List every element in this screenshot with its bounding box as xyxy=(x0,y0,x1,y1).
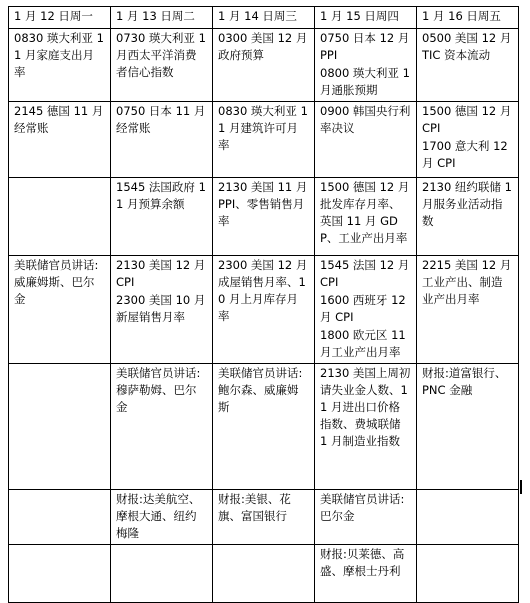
table-cell xyxy=(315,29,417,102)
table-row xyxy=(9,178,519,256)
text-cursor xyxy=(520,480,522,494)
table-row xyxy=(9,102,519,178)
event-entry: 2215 美国 12 月工业产出、制造业产出月率 xyxy=(422,258,512,306)
table-cell xyxy=(9,178,111,256)
table-row xyxy=(9,256,519,364)
event-entry: 1500 德国 12 月 CPI xyxy=(422,104,512,135)
event-entry: 财报:达美航空、摩根大通、纽约梅隆 xyxy=(116,492,201,540)
header-tuesday: 1 月 13 日周二 xyxy=(111,7,213,29)
event-entry: 美联储官员讲话:巴尔金 xyxy=(320,492,405,523)
table-cell xyxy=(9,29,111,102)
event-entry: 0830 瑛大利亚 11 月建筑许可月率 xyxy=(218,104,308,152)
event-entry: 美联储官员讲话:穆萨勒姆、巴尔金 xyxy=(116,366,201,414)
table-cell xyxy=(315,256,417,364)
table-cell xyxy=(417,364,519,490)
table-row xyxy=(9,545,519,603)
table-cell xyxy=(417,545,519,603)
event-entry: 财报:贝莱德、高盛、摩根士丹利 xyxy=(320,547,405,578)
table-cell xyxy=(9,364,111,490)
schedule-sheet xyxy=(8,6,519,603)
table-cell xyxy=(111,29,213,102)
event-entry: 0750 日本 12 月 PPI xyxy=(320,31,410,62)
table-cell xyxy=(111,490,213,545)
header-monday: 1 月 12 日周一 xyxy=(9,7,111,29)
table-cell xyxy=(315,178,417,256)
event-entry: 0750 日本 11 月经常账 xyxy=(116,104,206,135)
header-row xyxy=(9,7,519,29)
table-cell xyxy=(213,29,315,102)
event-entry: 1800 欧元区 11 月工业产出月率 xyxy=(320,328,406,359)
event-entry: 美联储官员讲话:威廉姆斯、巴尔金 xyxy=(14,258,99,306)
table-cell xyxy=(213,364,315,490)
table-cell xyxy=(213,178,315,256)
table-cell xyxy=(315,545,417,603)
table-cell xyxy=(315,364,417,490)
event-entry: 0730 瑛大利亚 1 月西太平洋消费者信心指数 xyxy=(116,31,206,79)
table-cell xyxy=(417,102,519,178)
table-cell xyxy=(111,178,213,256)
event-entry: 1600 西班牙 12 月 CPI xyxy=(320,293,406,324)
table-cell xyxy=(417,490,519,545)
event-entry: 1545 法国 12 月 CPI xyxy=(320,258,410,289)
table-cell xyxy=(213,102,315,178)
event-entry: 1545 法国政府 11 月预算余额 xyxy=(116,180,206,211)
header-thursday: 1 月 15 日周四 xyxy=(315,7,417,29)
header-friday: 1 月 16 日周五 xyxy=(417,7,519,29)
event-entry: 2130 美国 11 月 PPI、零售销售月率 xyxy=(218,180,308,228)
event-entry: 2300 美国 10 月新屋销售月率 xyxy=(116,293,206,324)
event-entry: 0500 美国 12 月 TIC 资本流动 xyxy=(422,31,512,62)
event-entry: 1700 意大利 12 月 CPI xyxy=(422,139,508,170)
event-entry: 2130 美国上周初请失业金人数、11 月进出口价格指数、费城联储 1 月制造业指数 xyxy=(320,366,411,448)
economic-calendar-table xyxy=(8,6,519,603)
table-cell xyxy=(213,256,315,364)
header-wednesday: 1 月 14 日周三 xyxy=(213,7,315,29)
event-entry: 0300 美国 12 月政府预算 xyxy=(218,31,308,62)
event-entry: 2130 纽约联储 1 月服务业活动指数 xyxy=(422,180,512,228)
event-entry: 2145 德国 11 月经常账 xyxy=(14,104,104,135)
event-entry: 财报:美银、花旗、富国银行 xyxy=(218,492,291,523)
table-cell xyxy=(9,102,111,178)
event-entry: 美联储官员讲话:鲍尔森、威廉姆斯 xyxy=(218,366,303,414)
event-entry: 2130 美国 12 月 CPI xyxy=(116,258,206,289)
event-entry: 财报:道富银行、PNC 金融 xyxy=(422,366,507,397)
table-cell xyxy=(111,256,213,364)
table-cell xyxy=(9,490,111,545)
event-entry: 1500 德国 12 月批发库存月率、英国 11 月 GDP、工业产出月率 xyxy=(320,180,410,245)
table-cell xyxy=(417,256,519,364)
table-cell xyxy=(111,102,213,178)
table-cell xyxy=(9,545,111,603)
table-cell xyxy=(9,256,111,364)
event-entry: 0900 韩国央行利率决议 xyxy=(320,104,411,135)
table-row xyxy=(9,29,519,102)
table-cell xyxy=(111,364,213,490)
event-entry: 0830 瑛大利亚 11 月家庭支出月率 xyxy=(14,31,104,79)
table-cell xyxy=(213,545,315,603)
table-cell xyxy=(315,102,417,178)
table-cell xyxy=(111,545,213,603)
table-cell xyxy=(417,178,519,256)
event-entry: 0800 瑛大利亚 1 月通胀预期 xyxy=(320,66,410,97)
table-cell xyxy=(417,29,519,102)
table-body xyxy=(9,29,519,603)
table-row xyxy=(9,364,519,490)
event-entry: 2300 美国 12 月成屋销售月率、10 月上月库存月率 xyxy=(218,258,308,323)
table-cell xyxy=(315,490,417,545)
table-row xyxy=(9,490,519,545)
table-cell xyxy=(213,490,315,545)
